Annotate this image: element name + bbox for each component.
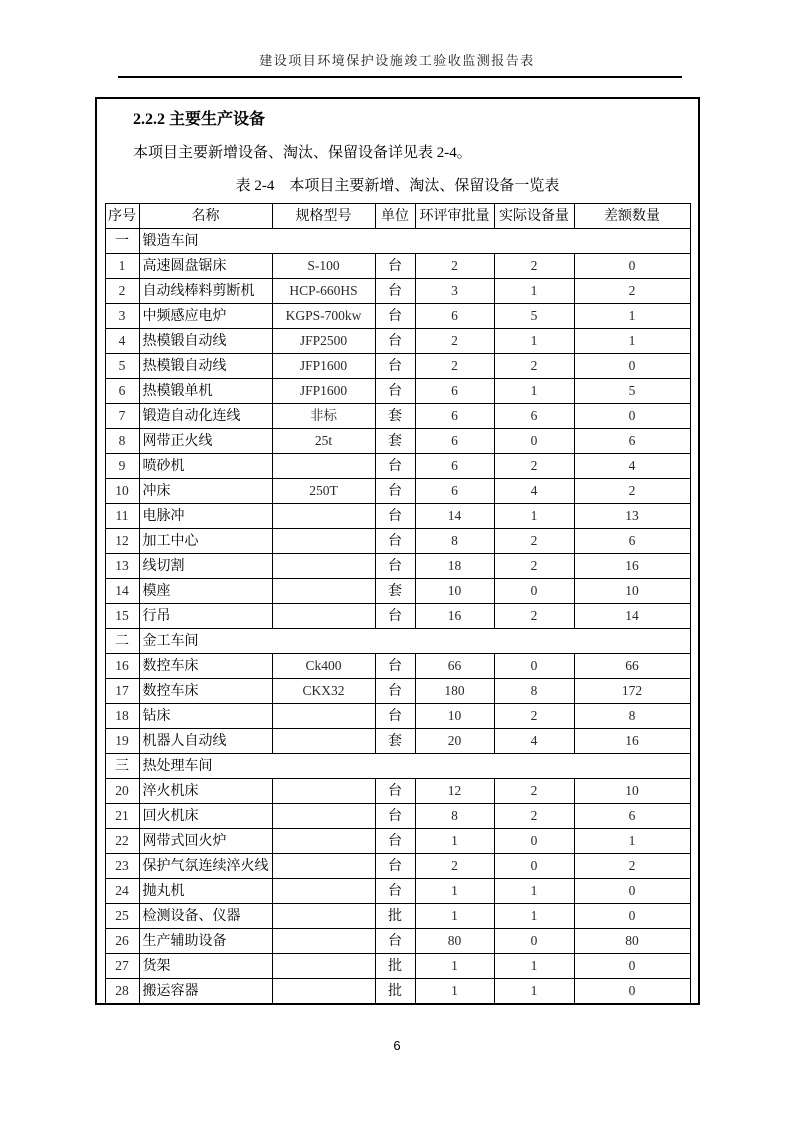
table-row: [105, 804, 690, 829]
equipment-name: 热模锻自动线: [139, 329, 272, 354]
unit: 台: [375, 679, 415, 704]
table-row: [105, 354, 690, 379]
section-row: [105, 229, 690, 254]
difference-qty: 4: [574, 454, 690, 479]
row-index: 3: [105, 304, 139, 329]
actual-qty: 0: [494, 829, 574, 854]
spec-model: JFP1600: [272, 379, 375, 404]
document-header-title: 建设项目环境保护设施竣工验收监测报告表: [259, 53, 535, 68]
approved-qty: 6: [415, 379, 494, 404]
table-row: [105, 729, 690, 754]
equipment-name: 喷砂机: [139, 454, 272, 479]
approved-qty: 12: [415, 779, 494, 804]
equipment-table: [105, 203, 691, 1004]
table-row: [105, 704, 690, 729]
table-row: [105, 379, 690, 404]
approved-qty: 16: [415, 604, 494, 629]
column-header: 环评审批量: [415, 204, 494, 229]
unit: 台: [375, 829, 415, 854]
spec-model: [272, 779, 375, 804]
approved-qty: 8: [415, 529, 494, 554]
actual-qty: 2: [494, 779, 574, 804]
section-index: 二: [105, 629, 139, 654]
difference-qty: 0: [574, 404, 690, 429]
spec-model: [272, 454, 375, 479]
actual-qty: 4: [494, 479, 574, 504]
approved-qty: 1: [415, 829, 494, 854]
approved-qty: 3: [415, 279, 494, 304]
approved-qty: 1: [415, 979, 494, 1004]
table-row: [105, 429, 690, 454]
actual-qty: 6: [494, 404, 574, 429]
actual-qty: 8: [494, 679, 574, 704]
equipment-name: 抛丸机: [139, 879, 272, 904]
difference-qty: 6: [574, 804, 690, 829]
unit: 台: [375, 354, 415, 379]
difference-qty: 0: [574, 954, 690, 979]
spec-model: [272, 979, 375, 1004]
actual-qty: 1: [494, 879, 574, 904]
header-row: [105, 204, 690, 229]
equipment-table-body: [105, 229, 690, 1004]
difference-qty: 80: [574, 929, 690, 954]
row-index: 27: [105, 954, 139, 979]
table-row: [105, 479, 690, 504]
approved-qty: 18: [415, 554, 494, 579]
equipment-name: 数控车床: [139, 654, 272, 679]
row-index: 7: [105, 404, 139, 429]
actual-qty: 1: [494, 379, 574, 404]
approved-qty: 6: [415, 429, 494, 454]
equipment-name: 回火机床: [139, 804, 272, 829]
actual-qty: 1: [494, 979, 574, 1004]
content-box: [95, 97, 700, 1005]
unit: 台: [375, 454, 415, 479]
actual-qty: 0: [494, 654, 574, 679]
unit: 台: [375, 879, 415, 904]
spec-model: Ck400: [272, 654, 375, 679]
section-index: 一: [105, 229, 139, 254]
equipment-name: 高速圆盘锯床: [139, 254, 272, 279]
table-row: [105, 504, 690, 529]
row-index: 9: [105, 454, 139, 479]
approved-qty: 2: [415, 254, 494, 279]
difference-qty: 1: [574, 829, 690, 854]
page-number: 6: [393, 1038, 401, 1053]
difference-qty: 10: [574, 579, 690, 604]
row-index: 11: [105, 504, 139, 529]
row-index: 14: [105, 579, 139, 604]
difference-qty: 14: [574, 604, 690, 629]
actual-qty: 4: [494, 729, 574, 754]
row-index: 22: [105, 829, 139, 854]
spec-model: HCP-660HS: [272, 279, 375, 304]
actual-qty: 2: [494, 804, 574, 829]
row-index: 18: [105, 704, 139, 729]
approved-qty: 8: [415, 804, 494, 829]
unit: 台: [375, 804, 415, 829]
table-row: [105, 554, 690, 579]
row-index: 24: [105, 879, 139, 904]
equipment-name: 钻床: [139, 704, 272, 729]
row-index: 17: [105, 679, 139, 704]
section-row: [105, 629, 690, 654]
equipment-name: 冲床: [139, 479, 272, 504]
row-index: 13: [105, 554, 139, 579]
workshop-name: 锻造车间: [139, 229, 690, 254]
table-row: [105, 904, 690, 929]
equipment-name: 数控车床: [139, 679, 272, 704]
unit: 台: [375, 654, 415, 679]
approved-qty: 1: [415, 879, 494, 904]
unit: 台: [375, 254, 415, 279]
row-index: 15: [105, 604, 139, 629]
equipment-name: 网带正火线: [139, 429, 272, 454]
equipment-name: 自动线棒料剪断机: [139, 279, 272, 304]
spec-model: [272, 579, 375, 604]
column-header: 规格型号: [272, 204, 375, 229]
table-row: [105, 404, 690, 429]
actual-qty: 1: [494, 279, 574, 304]
unit: 台: [375, 554, 415, 579]
difference-qty: 10: [574, 779, 690, 804]
column-header: 实际设备量: [494, 204, 574, 229]
table-row: [105, 254, 690, 279]
row-index: 21: [105, 804, 139, 829]
row-index: 10: [105, 479, 139, 504]
table-row: [105, 454, 690, 479]
actual-qty: 2: [494, 604, 574, 629]
approved-qty: 2: [415, 854, 494, 879]
unit: 台: [375, 279, 415, 304]
row-index: 26: [105, 929, 139, 954]
difference-qty: 1: [574, 329, 690, 354]
actual-qty: 2: [494, 354, 574, 379]
actual-qty: 2: [494, 554, 574, 579]
table-row: [105, 279, 690, 304]
workshop-name: 金工车间: [139, 629, 690, 654]
spec-model: [272, 904, 375, 929]
approved-qty: 10: [415, 579, 494, 604]
actual-qty: 0: [494, 854, 574, 879]
table-row: [105, 954, 690, 979]
row-index: 20: [105, 779, 139, 804]
actual-qty: 0: [494, 429, 574, 454]
approved-qty: 1: [415, 904, 494, 929]
row-index: 5: [105, 354, 139, 379]
approved-qty: 6: [415, 479, 494, 504]
header-rule: [118, 76, 682, 78]
spec-model: [272, 604, 375, 629]
spec-model: JFP1600: [272, 354, 375, 379]
column-header: 差额数量: [574, 204, 690, 229]
approved-qty: 20: [415, 729, 494, 754]
spec-model: [272, 729, 375, 754]
approved-qty: 1: [415, 954, 494, 979]
table-row: [105, 529, 690, 554]
equipment-name: 货架: [139, 954, 272, 979]
actual-qty: 5: [494, 304, 574, 329]
table-row: [105, 854, 690, 879]
approved-qty: 6: [415, 454, 494, 479]
unit: 台: [375, 604, 415, 629]
spec-model: [272, 554, 375, 579]
column-header: 序号: [105, 204, 139, 229]
equipment-name: 生产辅助设备: [139, 929, 272, 954]
equipment-name: 行吊: [139, 604, 272, 629]
actual-qty: 0: [494, 929, 574, 954]
equipment-name: 热模锻单机: [139, 379, 272, 404]
approved-qty: 80: [415, 929, 494, 954]
difference-qty: 0: [574, 254, 690, 279]
approved-qty: 180: [415, 679, 494, 704]
difference-qty: 0: [574, 904, 690, 929]
difference-qty: 2: [574, 854, 690, 879]
difference-qty: 2: [574, 479, 690, 504]
spec-model: [272, 704, 375, 729]
difference-qty: 8: [574, 704, 690, 729]
approved-qty: 6: [415, 304, 494, 329]
equipment-name: 锻造自动化连线: [139, 404, 272, 429]
actual-qty: 1: [494, 954, 574, 979]
spec-model: [272, 529, 375, 554]
row-index: 12: [105, 529, 139, 554]
equipment-name: 热模锻自动线: [139, 354, 272, 379]
difference-qty: 1: [574, 304, 690, 329]
table-row: [105, 829, 690, 854]
unit: 套: [375, 729, 415, 754]
difference-qty: 13: [574, 504, 690, 529]
table-caption-text: 本项目主要新增、淘汰、保留设备一览表: [289, 178, 560, 194]
column-header: 名称: [139, 204, 272, 229]
approved-qty: 6: [415, 404, 494, 429]
table-row: [105, 329, 690, 354]
equipment-table-head: [105, 204, 690, 229]
unit: 台: [375, 779, 415, 804]
actual-qty: 2: [494, 704, 574, 729]
column-header: 单位: [375, 204, 415, 229]
spec-model: [272, 504, 375, 529]
difference-qty: 16: [574, 554, 690, 579]
spec-model: [272, 954, 375, 979]
difference-qty: 5: [574, 379, 690, 404]
row-index: 6: [105, 379, 139, 404]
equipment-name: 网带式回火炉: [139, 829, 272, 854]
difference-qty: 0: [574, 879, 690, 904]
actual-qty: 0: [494, 579, 574, 604]
actual-qty: 2: [494, 529, 574, 554]
difference-qty: 0: [574, 979, 690, 1004]
unit: 套: [375, 579, 415, 604]
difference-qty: 2: [574, 279, 690, 304]
table-row: [105, 779, 690, 804]
spec-model: [272, 854, 375, 879]
approved-qty: 2: [415, 354, 494, 379]
spec-model: 25t: [272, 429, 375, 454]
spec-model: JFP2500: [272, 329, 375, 354]
unit: 批: [375, 979, 415, 1004]
row-index: 23: [105, 854, 139, 879]
unit: 台: [375, 854, 415, 879]
unit: 批: [375, 904, 415, 929]
equipment-name: 中频感应电炉: [139, 304, 272, 329]
spec-model: [272, 829, 375, 854]
difference-qty: 6: [574, 429, 690, 454]
approved-qty: 14: [415, 504, 494, 529]
table-row: [105, 879, 690, 904]
unit: 台: [375, 529, 415, 554]
spec-model: S-100: [272, 254, 375, 279]
approved-qty: 66: [415, 654, 494, 679]
equipment-name: 淬火机床: [139, 779, 272, 804]
difference-qty: 0: [574, 354, 690, 379]
row-index: 8: [105, 429, 139, 454]
row-index: 19: [105, 729, 139, 754]
row-index: 2: [105, 279, 139, 304]
unit: 台: [375, 929, 415, 954]
table-row: [105, 679, 690, 704]
table-row: [105, 604, 690, 629]
equipment-name: 搬运容器: [139, 979, 272, 1004]
unit: 台: [375, 704, 415, 729]
difference-qty: 16: [574, 729, 690, 754]
unit: 台: [375, 479, 415, 504]
equipment-name: 加工中心: [139, 529, 272, 554]
spec-model: [272, 804, 375, 829]
spec-model: CKX32: [272, 679, 375, 704]
actual-qty: 2: [494, 254, 574, 279]
section-index: 三: [105, 754, 139, 779]
row-index: 16: [105, 654, 139, 679]
equipment-name: 保护气氛连续淬火线: [139, 854, 272, 879]
table-row: [105, 304, 690, 329]
table-caption: [97, 176, 698, 196]
table-row: [105, 979, 690, 1004]
unit: 台: [375, 379, 415, 404]
table-row: [105, 579, 690, 604]
unit: 台: [375, 304, 415, 329]
row-index: 4: [105, 329, 139, 354]
section-row: [105, 754, 690, 779]
difference-qty: 66: [574, 654, 690, 679]
equipment-name: 线切割: [139, 554, 272, 579]
spec-model: 非标: [272, 404, 375, 429]
unit: 套: [375, 404, 415, 429]
unit: 台: [375, 504, 415, 529]
equipment-name: 机器人自动线: [139, 729, 272, 754]
difference-qty: 6: [574, 529, 690, 554]
workshop-name: 热处理车间: [139, 754, 690, 779]
equipment-name: 模座: [139, 579, 272, 604]
unit: 套: [375, 429, 415, 454]
table-row: [105, 929, 690, 954]
actual-qty: 1: [494, 504, 574, 529]
section-paragraph: 本项目主要新增设备、淘汰、保留设备详见表 2-4。: [133, 145, 472, 161]
table-row: [105, 654, 690, 679]
table-caption-label: 表 2-4: [235, 178, 275, 194]
equipment-name: 检测设备、仪器: [139, 904, 272, 929]
unit: 批: [375, 954, 415, 979]
actual-qty: 1: [494, 329, 574, 354]
unit: 台: [375, 329, 415, 354]
spec-model: KGPS-700kw: [272, 304, 375, 329]
section-heading: 2.2.2 主要生产设备: [133, 111, 266, 128]
spec-model: [272, 879, 375, 904]
row-index: 25: [105, 904, 139, 929]
spec-model: 250T: [272, 479, 375, 504]
difference-qty: 172: [574, 679, 690, 704]
actual-qty: 2: [494, 454, 574, 479]
equipment-name: 电脉冲: [139, 504, 272, 529]
approved-qty: 10: [415, 704, 494, 729]
row-index: 28: [105, 979, 139, 1004]
actual-qty: 1: [494, 904, 574, 929]
spec-model: [272, 929, 375, 954]
row-index: 1: [105, 254, 139, 279]
approved-qty: 2: [415, 329, 494, 354]
